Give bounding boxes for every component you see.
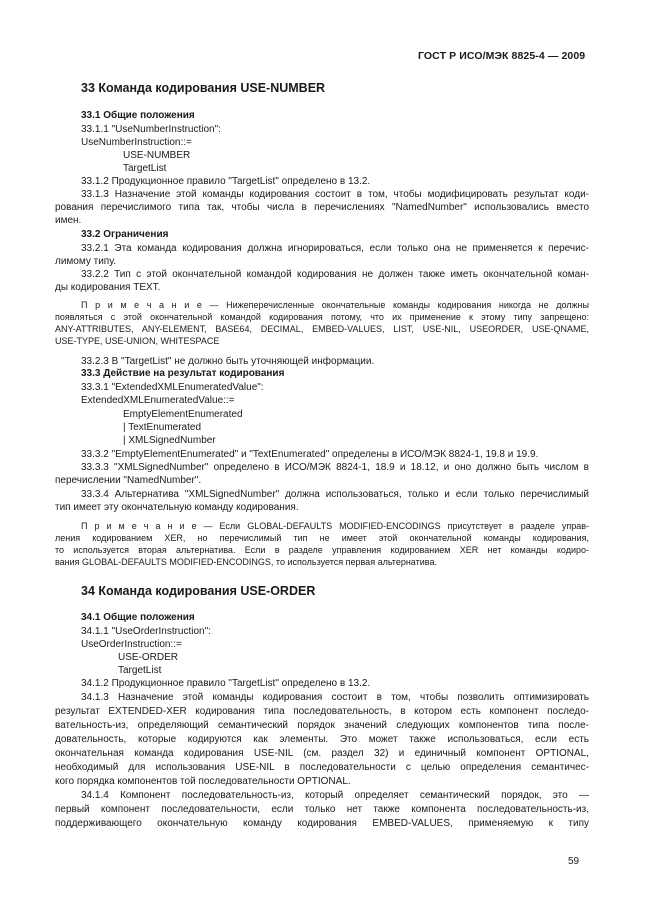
paragraph-34-1-4: поддерживающего окончательную команду кодирования EMBED-VALUES, применяемую к типу xyxy=(55,818,589,829)
note-1: появляться с этой окончательной командой кодирования потому, что их применение к этому типу запрещено: xyxy=(55,312,589,322)
paragraph-34-1-3: необходимый для использования USE-NIL в последовательности с целью определения семантичес- xyxy=(55,762,589,773)
paragraph-34-1-3: окончательная команда кодирования USE-NIL (см. раздел 32) и единичный компонент OPTIONAL, xyxy=(55,748,589,759)
subsection-33-1-heading: 33.1 Общие положения xyxy=(81,110,195,121)
paragraph-34-1-1: 34.1.1 "UseOrderInstruction": xyxy=(81,626,211,637)
paragraph-33-1-2: 33.1.2 Продукционное правило "TargetList" определено в 13.2. xyxy=(81,176,371,187)
note-2: вания GLOBAL-DEFAULTS MODIFIED-ENCODINGS, то используется первая альтернатива. xyxy=(55,557,437,567)
paragraph-33-2-2: 33.2.2 Тип с этой окончательной командой кодирования не должен также иметь окончательной коман- xyxy=(81,269,589,280)
paragraph-33-3-3: 33.3.3 "XMLSignedNumber" определено в ИСО/МЭК 8824-1, 18.9 и 18.12, и оно должно быть числом в xyxy=(81,462,589,473)
production-item: EmptyElementEnumerated xyxy=(123,409,243,420)
paragraph-33-2-1: лимому типу. xyxy=(55,256,116,267)
subsection-33-2-heading: 33.2 Ограничения xyxy=(81,229,169,240)
note-2: ления кодированием XER, но перечислимый тип не имеет этой окончательной команды кодирования, xyxy=(55,533,589,543)
paragraph-33-3-2: 33.3.2 "EmptyElementEnumerated" и "TextEnumerated" определены в ИСО/МЭК 8824-1, 19.8 и 19.9. xyxy=(81,449,539,460)
production-item: | TextEnumerated xyxy=(123,422,202,433)
subsection-34-1-heading: 34.1 Общие положения xyxy=(81,612,195,623)
paragraph-33-1-1: 33.1.1 "UseNumberInstruction": xyxy=(81,124,221,135)
paragraph-34-1-4: 34.1.4 Компонент последовательность-из, который определяет семантический порядок, это — xyxy=(81,790,589,801)
paragraph-33-1-3: имен. xyxy=(55,215,82,226)
paragraph-34-1-3: довательность, которые кодируются как элементы. Это может также использоваться, если есть xyxy=(55,734,589,745)
production-item: TargetList xyxy=(118,665,162,676)
production-item: USE-NUMBER xyxy=(123,150,191,161)
paragraph-33-3-4: тип имеет эту окончательную команду кодирования. xyxy=(55,502,299,513)
paragraph-33-2-2: ды кодирования TEXT. xyxy=(55,282,161,293)
subsection-33-3-heading: 33.3 Действие на результат кодирования xyxy=(81,368,285,379)
note-2: то используется вторая альтернатива. Если в разделе управления кодированием XER нет команды кодиро- xyxy=(55,545,589,555)
page-number: 59 xyxy=(568,856,580,867)
note-1: USE-TYPE, USE-UNION, WHITESPACE xyxy=(55,336,220,346)
production-item: | XMLSignedNumber xyxy=(123,435,216,446)
production-use-order: UseOrderInstruction::= xyxy=(81,639,182,650)
paragraph-34-1-3: результат EXTENDED-XER кодирования типа последовательность, в котором есть компонент последо- xyxy=(55,706,589,717)
note-1: ANY-ATTRIBUTES, ANY-ELEMENT, BASE64, DECIMAL, EMBED-VALUES, LIST, USE-NIL, USEORDER, USE-QNAME, xyxy=(55,324,589,334)
production-item: TargetList xyxy=(123,163,167,174)
production-item: USE-ORDER xyxy=(118,652,179,663)
paragraph-34-1-3: кого порядка компонентов той последовательности OPTIONAL. xyxy=(55,776,351,787)
section-33-title: 33 Команда кодирования USE-NUMBER xyxy=(81,81,326,95)
paragraph-33-3-3: перечислении "NamedNumber". xyxy=(55,475,202,486)
paragraph-33-1-3: 33.1.3 Назначение этой команды кодирования состоит в том, чтобы модифицировать результат коди- xyxy=(81,189,589,200)
production-use-number: UseNumberInstruction::= xyxy=(81,137,192,148)
standard-header: ГОСТ Р ИСО/МЭК 8825-4 — 2009 xyxy=(418,50,586,62)
paragraph-33-3-1: 33.3.1 "ExtendedXMLEnumeratedValue": xyxy=(81,382,264,393)
paragraph-33-3-4: 33.3.4 Альтернатива "XMLSignedNumber" должна использоваться, только и если только перечислимый xyxy=(81,489,589,500)
paragraph-33-1-3: рования перечислимого типа так, чтобы числа в перечислениях "NamedNumber" использовались вместо xyxy=(55,202,589,213)
section-34-title: 34 Команда кодирования USE-ORDER xyxy=(81,584,316,598)
paragraph-33-2-3: 33.2.3 В "TargetList" не должно быть уточняющей информации. xyxy=(81,356,375,367)
paragraph-34-1-2: 34.1.2 Продукционное правило "TargetList" определено в 13.2. xyxy=(81,678,371,689)
paragraph-34-1-3: вательность-из, определяющий семантический порядок значений следующих компонентов типа после- xyxy=(55,720,589,731)
production-extended-enum: ExtendedXMLEnumeratedValue::= xyxy=(81,395,235,406)
paragraph-33-2-1: 33.2.1 Эта команда кодирования должна игнорироваться, если только она не применяется к перечис- xyxy=(81,243,589,254)
paragraph-34-1-3: 34.1.3 Назначение этой команды кодирования состоит в том, чтобы позволить оптимизировать xyxy=(81,692,589,703)
note-1: П р и м е ч а н и е — Нижеперечисленные окончательные команды кодирования никогда не должны xyxy=(81,300,589,310)
paragraph-34-1-4: первый компонент последовательности, если только нет также компонента последовательность-из, xyxy=(55,804,589,815)
note-2: П р и м е ч а н и е — Если GLOBAL-DEFAULTS MODIFIED-ENCODINGS присутствует в разделе управ- xyxy=(81,521,589,531)
